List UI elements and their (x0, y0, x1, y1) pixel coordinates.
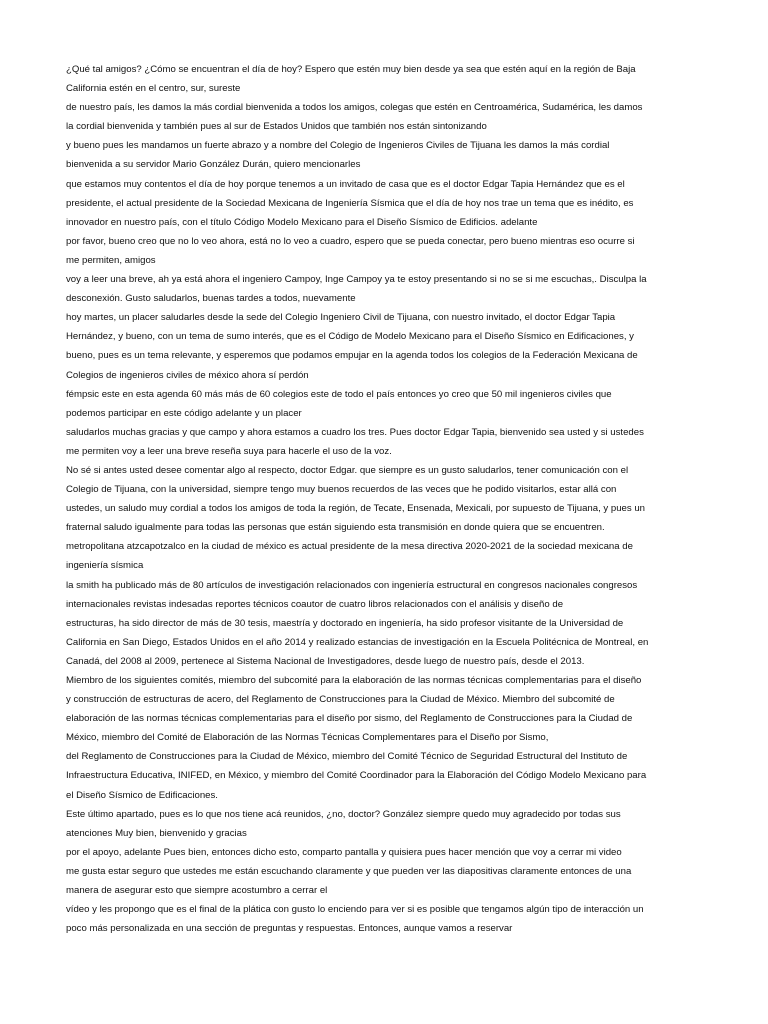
transcript-line: vídeo y les propongo que es el final de la plática con gusto lo enciendo para ver si es posible que tengamos algún tipo de interacción un (66, 904, 644, 916)
transcript-line: hoy martes, un placer saludarles desde la sede del Colegio Ingeniero Civil de Tijuana, con nuestro invitado, el doctor Edgar Tapia (66, 312, 616, 324)
transcript-line: internacionales revistas indesadas reportes técnicos coautor de cuatro libros relacionados con el análisis y diseño de (66, 598, 564, 610)
transcript-line: la smith ha publicado más de 80 artículos de investigación relacionados con ingeniería estructural en congresos nacionales congresos (66, 579, 638, 591)
transcript-line: Canadá, del 2008 al 2009, pertenece al Sistema Nacional de Investigadores, desde luego de nuestro país, desde el 2013. (66, 655, 585, 667)
transcript-line: y bueno pues les mandamos un fuerte abrazo y a nombre del Colegio de Ingenieros Civiles de Tijuana les damos la más cordial (66, 140, 610, 152)
transcript-line: que estamos muy contentos el día de hoy porque tenemos a un invitado de casa que es el doctor Edgar Tapia Hernández que es el (66, 178, 625, 190)
transcript-line: ustedes, un saludo muy cordial a todos los amigos de toda la región, de Tecate, Ensenada, Mexicali, por supuesto de Tijuana, y pues un (66, 503, 646, 515)
transcript-line: y construcción de estructuras de acero, del Reglamento de Construcciones para la Ciudad de México. Miembro del subcomité de (66, 694, 615, 706)
transcript-line: Colegio de Tijuana, con la universidad, siempre tengo muy buenos recuerdos de las veces que he podido visitarlos, estar allá con (66, 484, 617, 496)
transcript-line: por favor, bueno creo que no lo veo ahora, está no lo veo a cuadro, espero que se pueda conectar, pero bueno mientras eso ocurre si (66, 235, 635, 247)
transcript-line: desconexión. Gusto saludarlos, buenas tardes a todos, nuevamente (66, 293, 356, 305)
transcript-line: ingeniería sísmica (66, 560, 144, 572)
transcript-line: California estén en el centro, sur, sureste (66, 83, 241, 95)
transcript-line: Infraestructura Educativa, INIFED, en México, y miembro del Comité Coordinador para la Elaboración del Código Modelo Mexicano para (66, 770, 647, 782)
transcript-line: por el apoyo, adelante Pues bien, entonces dicho esto, comparto pantalla y quisiera pues hacer mención que voy a cerrar mi video (66, 846, 622, 858)
transcript-line: manera de asegurar esto que siempre acostumbro a cerrar el (66, 885, 328, 897)
transcript-line: voy a leer una breve, ah ya está ahora el ingeniero Campoy, Inge Campoy ya te estoy presentando si no se si me escuchas,. Disculpa la (66, 274, 647, 286)
transcript-line: México, miembro del Comité de Elaboración de las Normas Técnicas Complementares para el Diseño por Sismo, (66, 732, 549, 744)
transcript-line: California en San Diego, Estados Unidos en el año 2014 y realizado estancias de investigación en la Escuela Politécnica de Montreal, en (66, 636, 649, 648)
transcript-line: innovador en nuestro país, con el título Código Modelo Mexicano para el Diseño Sísmico de Edificios. adelante (66, 216, 538, 228)
transcript-line: el Diseño Sísmico de Edificaciones. (66, 789, 218, 801)
transcript-line: de nuestro país, les damos la más cordial bienvenida a todos los amigos, colegas que estén en Centroamérica, Sudamérica, les damos (66, 102, 643, 114)
transcript-line: ¿Qué tal amigos? ¿Cómo se encuentran el día de hoy? Espero que estén muy bien desde ya sea que estén aquí en la región de Baja (66, 64, 636, 75)
transcript-line: me permiten, amigos (66, 254, 156, 266)
transcript-line: Miembro de los siguientes comités, miembro del subcomité para la elaboración de las normas técnicas complementarias para el diseño (66, 675, 642, 686)
transcript-line: fémpsic este en esta agenda 60 más más de 60 colegios este de todo el país entonces yo creo que 50 mil ingenieros civiles que (66, 388, 612, 400)
transcript-line: me permiten voy a leer una breve reseña suya para hacerle el uso de la voz. (66, 445, 392, 457)
transcript-line: atenciones Muy bien, bienvenido y gracias (66, 827, 247, 839)
transcript-line: podemos participar en este código adelante y un placer (66, 407, 302, 419)
transcript-line: la cordial bienvenida y también pues al sur de Estados Unidos que también nos están sintonizando (66, 121, 487, 133)
transcript-line: bienvenida a su servidor Mario González Durán, quiero mencionarles (66, 159, 361, 171)
transcript-line: me gusta estar seguro que ustedes me están escuchando claramente y que pueden ver las diapositivas claramente entonces de una (66, 865, 632, 877)
transcript-line: metropolitana atzcapotzalco en la ciudad de méxico es actual presidente de la mesa directiva 2020-2021 de la sociedad mexicana de (66, 541, 633, 553)
transcript-line: Este último apartado, pues es lo que nos tiene acá reunidos, ¿no, doctor? González siempre quedo muy agradecido por todas sus (66, 808, 621, 820)
transcript-line: poco más personalizada en una sección de preguntas y respuestas. Entonces, aunque vamos a reservar (66, 923, 513, 935)
transcript-line: del Reglamento de Construcciones para la Ciudad de México, miembro del Comité Técnico de Seguridad Estructural del Instituto de (66, 751, 628, 763)
transcript-line: elaboración de las normas técnicas complementarias para el diseño por sismo, del Reglamento de Construcciones para la Ciudad de (66, 713, 633, 725)
transcript-text (66, 60, 706, 938)
transcript-line: Hernández, y bueno, con un tema de sumo interés, que es el Código de Modelo Mexicano para el Diseño Sísmico en Edificaciones, y (66, 331, 634, 343)
transcript-line: No sé si antes usted desee comentar algo al respecto, doctor Edgar. que siempre es un gusto saludarlos, tener comunicación con el (66, 464, 629, 476)
transcript-line: presidente, el actual presidente de la Sociedad Mexicana de Ingeniería Sísmica que el día de hoy nos trae un tema que es inédito, es (66, 197, 634, 209)
transcript-line: bueno, pues es un tema relevante, y esperemos que podamos empujar en la agenda todos los colegios de la Federación Mexicana de (66, 350, 638, 362)
transcript-line: fraternal saludo igualmente para todas las personas que están siguiendo esta transmisión en donde quiera que se encuentren. (66, 522, 605, 534)
transcript-line: estructuras, ha sido director de más de 30 tesis, maestría y doctorado en ingeniería, ha sido profesor visitante de la Universidad de (66, 617, 624, 629)
transcript-line: saludarlos muchas gracias y que campo y ahora estamos a cuadro los tres. Pues doctor Edgar Tapia, bienvenido sea usted y si ustedes (66, 426, 644, 438)
transcript-line: Colegios de ingenieros civiles de méxico ahora sí perdón (66, 369, 309, 381)
